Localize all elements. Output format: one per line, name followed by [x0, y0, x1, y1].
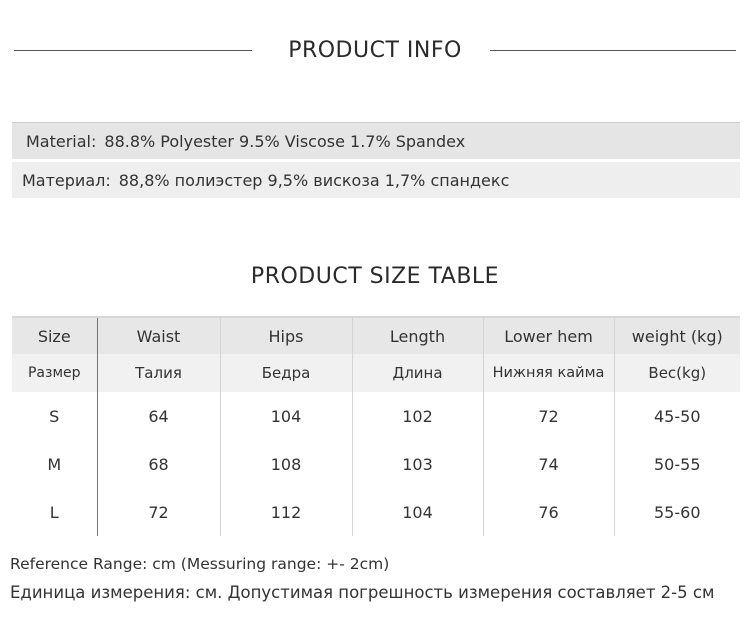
header-lower-hem: Lower hem: [483, 317, 614, 354]
weight-cell: 50-55: [614, 440, 740, 488]
header-weight-ru: Вес(kg): [614, 354, 740, 392]
size-cell: L: [12, 488, 97, 536]
table-row: [12, 488, 740, 536]
length-cell: 103: [352, 440, 483, 488]
size-table: [12, 316, 740, 536]
waist-cell: 64: [97, 392, 220, 440]
header-weight: weight (kg): [614, 317, 740, 354]
header-size: Size: [12, 317, 97, 354]
header-lower-hem-ru: Нижняя кайма: [483, 354, 614, 392]
weight-cell: 45-50: [614, 392, 740, 440]
divider-right: [490, 50, 736, 51]
waist-cell: 72: [97, 488, 220, 536]
size-cell: S: [12, 392, 97, 440]
table-row: [12, 440, 740, 488]
header-length-ru: Длина: [352, 354, 483, 392]
material-value-en: 88.8% Polyester 9.5% Viscose 1.7% Spandex: [104, 131, 466, 151]
hips-cell: 108: [220, 440, 352, 488]
hips-cell: 112: [220, 488, 352, 536]
lower-hem-cell: 76: [483, 488, 614, 536]
product-info-heading: PRODUCT INFO: [288, 38, 462, 63]
material-label-ru: Материал:: [22, 170, 111, 190]
length-cell: 102: [352, 392, 483, 440]
waist-cell: 68: [97, 440, 220, 488]
header-waist: Waist: [97, 317, 220, 354]
hips-cell: 104: [220, 392, 352, 440]
length-cell: 104: [352, 488, 483, 536]
header-waist-ru: Талия: [97, 354, 220, 392]
material-row-ru: [12, 162, 740, 198]
lower-hem-cell: 74: [483, 440, 614, 488]
header-hips: Hips: [220, 317, 352, 354]
material-value-ru: 88,8% полиэстер 9,5% вискоза 1,7% спандекс: [118, 170, 510, 190]
material-row-en: [12, 122, 740, 159]
header-hips-ru: Бедра: [220, 354, 352, 392]
header-row-ru: [12, 354, 740, 392]
material-label-en: Material:: [26, 131, 97, 151]
lower-hem-cell: 72: [483, 392, 614, 440]
reference-note-en: Reference Range: cm (Messuring range: +- 2cm): [10, 555, 390, 573]
size-table-heading: PRODUCT SIZE TABLE: [250, 264, 500, 289]
size-cell: M: [12, 440, 97, 488]
reference-note-ru: Единица измерения: см. Допустимая погрешность измерения составляет 2-5 см: [10, 583, 715, 602]
header-length: Length: [352, 317, 483, 354]
table-row: [12, 392, 740, 440]
header-size-ru: Размер: [12, 354, 97, 392]
header-row-en: [12, 317, 740, 354]
weight-cell: 55-60: [614, 488, 740, 536]
